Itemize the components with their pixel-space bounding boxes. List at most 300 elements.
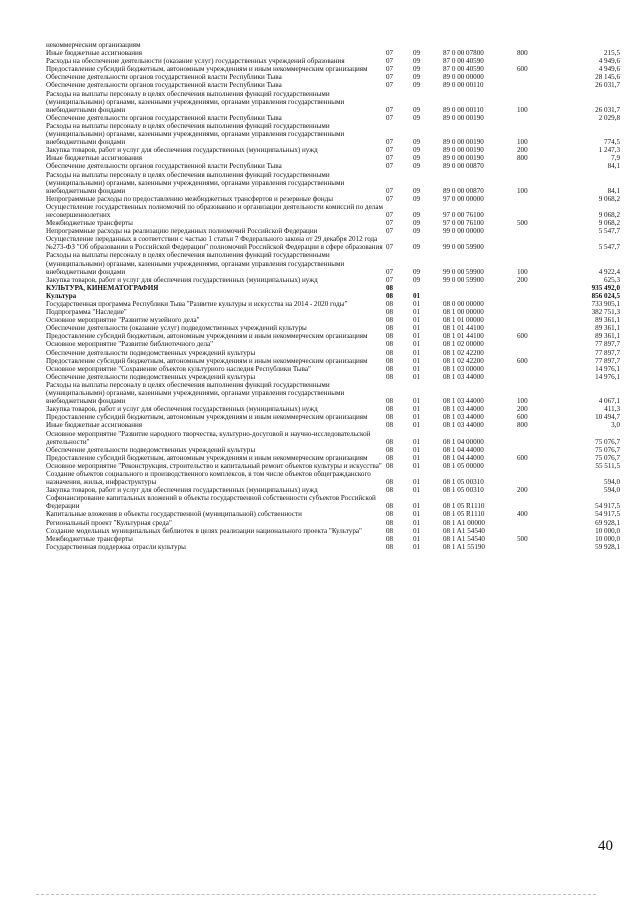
row-amount: 9 068,2 — [598, 210, 620, 219]
row-name: Основное мероприятие "Развитие музейного дела" — [46, 316, 200, 325]
row-expense-type-code — [517, 292, 551, 300]
row-amount: 4 949,6 — [598, 65, 620, 74]
row-name: Обеспечение деятельности подведомственных учреждений культуры — [46, 372, 256, 381]
row-section-code: 08 — [386, 486, 394, 495]
row-subsection-code: 01 — [413, 510, 421, 519]
row-section-code: 07 — [386, 186, 394, 195]
row-name: Межбюджетные трансферты — [46, 219, 133, 228]
table-row — [46, 49, 620, 57]
row-amount: 594,0 — [604, 478, 620, 487]
row-section-code: 08 — [386, 372, 394, 381]
row-section-code: 07 — [386, 227, 394, 236]
table-row — [46, 300, 620, 308]
row-target-item-code: 08 1 04 44000 — [443, 453, 484, 462]
row-expense-type-code: 600 — [517, 413, 528, 422]
row-subsection-code: 09 — [413, 146, 421, 155]
row-name: Непрограммные расходы на реализацию переданных полномочий Российской Федерации — [46, 227, 318, 236]
row-amount: 774,5 — [604, 138, 620, 147]
row-amount: 75 076,7 — [595, 453, 620, 462]
row-name: Обеспечение деятельности (оказание услуг) подведомственных учреждений культуры — [46, 324, 307, 333]
row-target-item-code: 08 1 01 44100 — [443, 324, 484, 333]
row-expense-type-code: 800 — [517, 154, 528, 163]
table-row — [46, 114, 620, 122]
row-target-item-code: 97 0 00 00000 — [443, 194, 484, 203]
row-name: Осуществление переданных в соответствии с частью 1 статьи 7 Федерального закона от 29 декабря 2012 года №273-ФЗ "Об образовании в Российской Федерации" полномочий Российской Федерации в сфере образования — [46, 235, 383, 252]
row-subsection-code: 09 — [413, 49, 421, 58]
row-amount: 1 247,3 — [598, 146, 620, 155]
row-section-code: 08 — [386, 502, 394, 511]
row-target-item-code — [443, 292, 517, 300]
row-expense-type-code: 600 — [517, 65, 528, 74]
row-target-item-code: 97 0 00 76100 — [443, 210, 484, 219]
row-amount: 89 361,1 — [595, 332, 620, 341]
row-name: Закупка товаров, работ и услуг для обеспечения государственных (муниципальных) нужд — [46, 486, 318, 495]
row-target-item-code: 89 0 00 00190 — [443, 146, 484, 155]
row-amount: 69 928,1 — [595, 518, 620, 527]
row-name: Предоставление субсидий бюджетным, автономным учреждениям и иным некоммерческим организациям — [46, 332, 368, 341]
row-amount: 3,0 — [611, 421, 620, 430]
row-amount: 84,1 — [607, 162, 620, 171]
row-name: Обеспечение деятельности подведомственных учреждений культуры — [46, 445, 256, 454]
row-target-item-code: 08 1 03 44000 — [443, 413, 484, 422]
row-target-item-code: 08 1 05 R1110 — [443, 502, 485, 511]
row-name: Подпрограмма "Наследие" — [46, 308, 127, 317]
row-amount: 26 031,7 — [595, 105, 620, 114]
row-name: Софинансирование капитальных вложений в объекты государственной собственности субъектов Российской Федерации — [46, 494, 376, 511]
row-amount: 77 897,7 — [595, 340, 620, 349]
row-expense-type-code — [517, 430, 551, 446]
row-expense-type-code — [517, 340, 551, 348]
row-section-code: 08 — [386, 283, 394, 292]
row-amount: 9 068,2 — [598, 194, 620, 203]
row-target-item-code: 99 0 00 59900 — [443, 275, 484, 284]
row-subsection-code: 01 — [413, 421, 421, 430]
row-target-item-code — [443, 41, 517, 49]
row-subsection-code: 01 — [413, 526, 421, 535]
row-section-code: 08 — [386, 421, 394, 430]
row-expense-type-code: 200 — [517, 146, 528, 155]
row-amount: 14 976,1 — [595, 372, 620, 381]
row-name: Обеспечение деятельности органов государственной власти Республики Тыва — [46, 73, 282, 82]
row-name: Закупка товаров, работ и услуг для обеспечения государственных (муниципальных) нужд — [46, 405, 318, 414]
row-name: Расходы на выплаты персоналу в целях обеспечения выполнения функций государственными (муниципальными) органами, казенными учреждениями, органами управления государственными внебюджетными фондами — [46, 251, 345, 276]
row-subsection-code: 01 — [413, 324, 421, 333]
scan-edge-line — [36, 894, 596, 895]
row-name: Иные бюджетные ассигнования — [46, 421, 143, 430]
row-expense-type-code: 100 — [517, 138, 528, 147]
row-amount: 5 547,7 — [598, 227, 620, 236]
table-row — [46, 171, 620, 195]
row-expense-type-code: 600 — [517, 332, 528, 341]
row-amount: 382 751,3 — [591, 308, 620, 317]
row-section-code: 08 — [386, 356, 394, 365]
row-expense-type-code — [517, 324, 551, 332]
table-row — [46, 203, 620, 219]
row-section-code: 07 — [386, 210, 394, 219]
row-subsection-code: 01 — [413, 534, 421, 543]
row-expense-type-code — [517, 519, 551, 527]
row-amount: 89 361,1 — [595, 316, 620, 325]
row-target-item-code: 08 1 02 42200 — [443, 356, 484, 365]
row-section-code: 08 — [386, 445, 394, 454]
row-subsection-code: 01 — [413, 502, 421, 511]
row-target-item-code: 08 1 A1 54540 — [443, 526, 485, 535]
row-expense-type-code: 200 — [517, 486, 528, 495]
row-expense-type-code — [517, 446, 551, 454]
row-subsection-code: 01 — [413, 445, 421, 454]
table-row — [46, 470, 620, 486]
row-expense-type-code — [517, 308, 551, 316]
row-amount: 625,3 — [604, 275, 620, 284]
row-target-item-code: 08 1 04 00000 — [443, 437, 484, 446]
row-section-code: 08 — [386, 332, 394, 341]
row-amount: 10 000,0 — [595, 526, 620, 535]
row-name: Расходы на выплаты персоналу в целях обеспечения выполнения функций государственными (муниципальными) органами, казенными учреждениями, органами управления государственными внебюджетными фондами — [46, 170, 345, 195]
row-amount: 89 361,1 — [595, 324, 620, 333]
row-subsection-code: 01 — [413, 340, 421, 349]
table-row — [46, 324, 620, 332]
row-expense-type-code — [517, 73, 551, 81]
row-subsection-code: 09 — [413, 73, 421, 82]
row-target-item-code: 08 1 A1 00000 — [443, 518, 485, 527]
row-subsection-code: 01 — [413, 364, 421, 373]
row-subsection-code: 01 — [413, 356, 421, 365]
row-target-item-code: 08 1 05 00000 — [443, 461, 484, 470]
row-target-item-code: 08 1 A1 55190 — [443, 542, 485, 551]
row-name: Основное мероприятие "Развитие народного творчества, культурно-досуговой и научно-исследовательской деятельности" — [46, 429, 371, 446]
row-subsection-code: 01 — [413, 486, 421, 495]
row-subsection-code: 01 — [413, 405, 421, 414]
row-amount: 7,9 — [611, 154, 620, 163]
row-name: Основное мероприятие "Реконструкция, строительство и капитальный ремонт объектов культуры и искусства" — [46, 461, 382, 470]
row-expense-type-code: 400 — [517, 510, 528, 519]
row-section-code: 07 — [386, 154, 394, 163]
row-expense-type-code — [517, 470, 551, 486]
row-name: Обеспечение деятельности органов государственной власти Республики Тыва — [46, 162, 282, 171]
row-amount: 54 917,5 — [595, 502, 620, 511]
row-subsection-code: 09 — [413, 154, 421, 163]
table-row — [46, 227, 620, 235]
row-section-code: 07 — [386, 194, 394, 203]
row-target-item-code: 08 1 03 44000 — [443, 421, 484, 430]
row-name: Обеспечение деятельности органов государственной власти Республики Тыва — [46, 113, 282, 122]
row-target-item-code: 08 1 03 44000 — [443, 397, 484, 406]
row-subsection-code: 09 — [413, 105, 421, 114]
row-target-item-code: 08 0 00 00000 — [443, 300, 484, 308]
row-target-item-code: 08 1 03 44000 — [443, 372, 484, 381]
table-row — [46, 235, 620, 251]
row-section-code: 08 — [386, 453, 394, 462]
row-section-code: 07 — [386, 243, 394, 252]
row-amount: 5 547,7 — [598, 243, 620, 252]
row-amount: 10 494,7 — [595, 413, 620, 422]
row-section-code: 07 — [386, 49, 394, 58]
row-subsection-code: 09 — [413, 227, 421, 236]
row-section-code: 07 — [386, 57, 394, 66]
row-name: Предоставление субсидий бюджетным, автономным учреждениям и иным некоммерческим организациям — [46, 65, 368, 74]
table-row — [46, 510, 620, 518]
row-expense-type-code — [517, 203, 551, 219]
table-row — [46, 219, 620, 227]
row-target-item-code: 08 1 01 44100 — [443, 332, 484, 341]
row-target-item-code: 08 1 03 00000 — [443, 364, 484, 373]
table-row — [46, 373, 620, 381]
table-row — [46, 81, 620, 89]
row-name: Обеспечение деятельности органов государственной власти Республики Тыва — [46, 81, 282, 90]
row-amount: 77 897,7 — [595, 356, 620, 365]
row-amount: 411,3 — [604, 405, 620, 414]
row-section-code: 08 — [386, 324, 394, 333]
row-name: Непрограммные расходы по предоставлению межбюджетных трансфертов и резервные фонды — [46, 194, 334, 203]
row-expense-type-code: 200 — [517, 405, 528, 414]
row-name: некоммерческим организациям — [46, 41, 141, 49]
row-name: Обеспечение деятельности подведомственных учреждений культуры — [46, 348, 256, 357]
row-subsection-code: 09 — [413, 57, 421, 66]
row-target-item-code: 89 0 00 00190 — [443, 154, 484, 163]
row-section-code: 08 — [386, 348, 394, 357]
row-name: Предоставление субсидий бюджетным, автономным учреждениям и иным некоммерческим организациям — [46, 453, 368, 462]
row-amount: 2 029,8 — [598, 113, 620, 122]
row-subsection-code: 09 — [413, 138, 421, 147]
row-amount: 10 000,0 — [595, 534, 620, 543]
row-subsection-code: 09 — [413, 267, 421, 276]
table-row — [46, 519, 620, 527]
row-name: Иные бюджетные ассигнования — [46, 154, 143, 163]
row-name: Расходы на выплаты персоналу в целях обеспечения выполнения функций государственными (муниципальными) органами, казенными учреждениями, органами управления государственными внебюджетными фондами — [46, 380, 345, 406]
row-name: Осуществление государственных полномочий по образованию и организации деятельности комиссий по делам несовершеннолетних — [46, 202, 383, 219]
row-expense-type-code: 100 — [517, 105, 528, 114]
row-subsection-code: 01 — [413, 453, 421, 462]
row-subsection-code: 01 — [413, 437, 421, 446]
row-target-item-code: 08 1 05 R1110 — [443, 510, 485, 519]
row-target-item-code: 08 1 02 00000 — [443, 340, 484, 349]
row-expense-type-code — [517, 57, 551, 65]
table-row — [46, 162, 620, 170]
row-amount: 4 922,4 — [598, 267, 620, 276]
row-amount: 59 928,1 — [595, 542, 620, 551]
row-expense-type-code: 800 — [517, 49, 528, 58]
row-name: Предоставление субсидий бюджетным, автономным учреждениям и иным некоммерческим организациям — [46, 413, 368, 422]
table-row — [46, 251, 620, 275]
table-row — [46, 413, 620, 421]
row-amount: 54 917,5 — [595, 510, 620, 519]
row-section-code: 07 — [386, 219, 394, 228]
row-amount: 215,5 — [604, 49, 620, 58]
row-name: Создание объектов социального и производственного комплексов, в том числе объектов общегражданского назначения, жилья, инфраструктуры — [46, 469, 371, 487]
budget-table — [46, 41, 620, 551]
row-section-code: 08 — [386, 300, 394, 308]
row-amount — [551, 41, 620, 49]
row-expense-type-code — [517, 373, 551, 381]
row-expense-type-code — [517, 494, 551, 510]
table-row — [46, 57, 620, 65]
table-row — [46, 486, 620, 494]
row-amount: 28 145,6 — [595, 73, 620, 82]
row-expense-type-code — [517, 462, 551, 470]
row-target-item-code: 89 0 00 00000 — [443, 73, 484, 82]
row-subsection-code: 09 — [413, 65, 421, 74]
budget-table-body — [46, 41, 620, 551]
row-expense-type-code — [517, 81, 551, 89]
row-amount: 26 031,7 — [595, 81, 620, 90]
row-subsection-code: 01 — [413, 397, 421, 406]
row-expense-type-code: 600 — [517, 453, 528, 462]
row-target-item-code: 08 1 05 00310 — [443, 486, 484, 495]
row-name: Государственная поддержка отрасли культуры — [46, 542, 186, 551]
row-amount: 9 068,2 — [598, 219, 620, 228]
row-target-item-code: 89 0 00 00110 — [443, 81, 484, 90]
row-subsection-code: 01 — [413, 542, 421, 551]
row-section-code: 07 — [386, 81, 394, 90]
row-amount: 4 067,1 — [598, 397, 620, 406]
row-section-code: 08 — [386, 291, 394, 300]
table-row — [46, 146, 620, 154]
table-row — [46, 446, 620, 454]
row-expense-type-code — [517, 195, 551, 203]
row-section-code: 07 — [386, 162, 394, 171]
table-row — [46, 365, 620, 373]
row-name: Основное мероприятие "Сохранение объектов культурного наследия Республики Тыва" — [46, 364, 311, 373]
row-section-code: 07 — [386, 105, 394, 114]
table-row — [46, 90, 620, 114]
row-subsection-code: 09 — [413, 275, 421, 284]
row-target-item-code: 87 0 00 40590 — [443, 65, 484, 74]
row-section-code: 07 — [386, 73, 394, 82]
row-name: Расходы на выплаты персоналу в целях обеспечения выполнения функций государственными (муниципальными) органами, казенными учреждениями, органами управления государственными внебюджетными фондами — [46, 89, 345, 114]
row-expense-type-code — [517, 235, 551, 251]
row-expense-type-code: 600 — [517, 356, 528, 365]
row-section-code — [386, 41, 413, 49]
table-row — [46, 430, 620, 446]
row-amount: 856 024,5 — [591, 291, 620, 300]
row-expense-type-code: 800 — [517, 421, 528, 430]
row-name: Основное мероприятие "Развитие библиотечного дела" — [46, 340, 214, 349]
row-target-item-code: 99 0 00 00000 — [443, 227, 484, 236]
row-expense-type-code — [517, 284, 551, 292]
row-amount: 84,1 — [607, 186, 620, 195]
table-row — [46, 527, 620, 535]
row-section-code: 08 — [386, 526, 394, 535]
row-target-item-code: 87 0 00 40590 — [443, 57, 484, 66]
row-subsection-code: 09 — [413, 194, 421, 203]
table-row — [46, 332, 620, 340]
row-subsection-code — [413, 41, 443, 49]
row-amount: 935 492,0 — [591, 283, 620, 292]
table-row — [46, 73, 620, 81]
row-name: КУЛЬТУРА, КИНЕМАТОГРАФИЯ — [46, 283, 159, 292]
table-row — [46, 462, 620, 470]
row-section-code: 08 — [386, 518, 394, 527]
row-subsection-code: 01 — [413, 518, 421, 527]
row-expense-type-code: 200 — [517, 275, 528, 284]
row-target-item-code: 08 1 A1 54540 — [443, 534, 485, 543]
table-row — [46, 405, 620, 413]
row-section-code: 07 — [386, 146, 394, 155]
row-subsection-code: 01 — [413, 332, 421, 341]
row-target-item-code: 87 0 00 07800 — [443, 49, 484, 58]
row-section-code: 07 — [386, 267, 394, 276]
table-row — [46, 543, 620, 551]
row-section-code: 08 — [386, 340, 394, 349]
row-amount: 14 976,1 — [595, 364, 620, 373]
table-row — [46, 154, 620, 162]
row-amount: 733 905,1 — [591, 300, 620, 308]
row-expense-type-code: 500 — [517, 534, 528, 543]
row-name: Межбюджетные трансферты — [46, 534, 133, 543]
row-name: Культура — [46, 291, 77, 300]
row-section-code: 08 — [386, 437, 394, 446]
table-row — [46, 381, 620, 405]
row-section-code: 07 — [386, 138, 394, 147]
row-target-item-code: 97 0 00 76100 — [443, 219, 484, 228]
row-name: Государственная программа Республики Тыва "Развитие культуры и искусства на 2014 - 2020 годы" — [46, 300, 348, 308]
row-section-code: 08 — [386, 316, 394, 325]
table-row — [46, 535, 620, 543]
row-name: Предоставление субсидий бюджетным, автономным учреждениям и иным некоммерческим организациям — [46, 356, 368, 365]
row-name: Закупка товаров, работ и услуг для обеспечения государственных (муниципальных) нужд — [46, 146, 318, 155]
row-section-code: 08 — [386, 542, 394, 551]
row-target-item-code: 08 1 00 00000 — [443, 308, 484, 317]
row-subsection-code: 01 — [413, 291, 421, 300]
row-amount: 4 949,6 — [598, 57, 620, 66]
table-row — [46, 195, 620, 203]
row-section-code: 08 — [386, 534, 394, 543]
row-subsection-code: 09 — [413, 186, 421, 195]
row-target-item-code: 08 1 04 44000 — [443, 445, 484, 454]
row-name: Расходы на выплаты персоналу в целях обеспечения выполнения функций государственными (муниципальными) органами, казенными учреждениями, органами управления государственными внебюджетными фондами — [46, 121, 345, 147]
table-row — [46, 122, 620, 146]
row-expense-type-code — [517, 543, 551, 551]
row-section-code: 07 — [386, 113, 394, 122]
row-name: Региональный проект "Культурная среда" — [46, 518, 172, 527]
table-row — [46, 494, 620, 510]
row-expense-type-code: 100 — [517, 186, 528, 195]
row-expense-type-code: 100 — [517, 267, 528, 276]
row-section-code: 08 — [386, 510, 394, 519]
row-name: Капитальные вложения в объекты государственной (муниципальной) собственности — [46, 510, 302, 519]
row-expense-type-code — [517, 227, 551, 235]
row-target-item-code: 08 1 01 00000 — [443, 316, 484, 325]
table-row — [46, 340, 620, 348]
row-name: Иные бюджетные ассигнования — [46, 49, 143, 58]
row-expense-type-code — [517, 114, 551, 122]
table-row — [46, 357, 620, 365]
row-target-item-code: 08 1 03 44000 — [443, 405, 484, 414]
row-amount: 55 511,5 — [595, 461, 620, 470]
row-name: Создание модельных муниципальных библиотек в целях реализации национального проекта "Культура" — [46, 526, 362, 535]
row-section-code: 08 — [386, 461, 394, 470]
row-section-code: 08 — [386, 413, 394, 422]
table-row — [46, 284, 620, 292]
table-row — [46, 276, 620, 284]
row-subsection-code: 09 — [413, 162, 421, 171]
table-row — [46, 421, 620, 429]
row-subsection-code — [413, 284, 443, 292]
table-row — [46, 349, 620, 357]
row-section-code: 08 — [386, 397, 394, 406]
row-section-code: 08 — [386, 405, 394, 414]
row-section-code: 08 — [386, 308, 394, 317]
row-expense-type-code — [517, 365, 551, 373]
row-amount: 594,0 — [604, 486, 620, 495]
row-subsection-code: 09 — [413, 219, 421, 228]
row-target-item-code: 99 0 00 59900 — [443, 243, 484, 252]
table-row — [46, 308, 620, 316]
row-target-item-code: 08 1 02 42200 — [443, 348, 484, 357]
row-expense-type-code — [517, 527, 551, 535]
table-row — [46, 65, 620, 73]
row-target-item-code: 89 0 00 00190 — [443, 113, 484, 122]
